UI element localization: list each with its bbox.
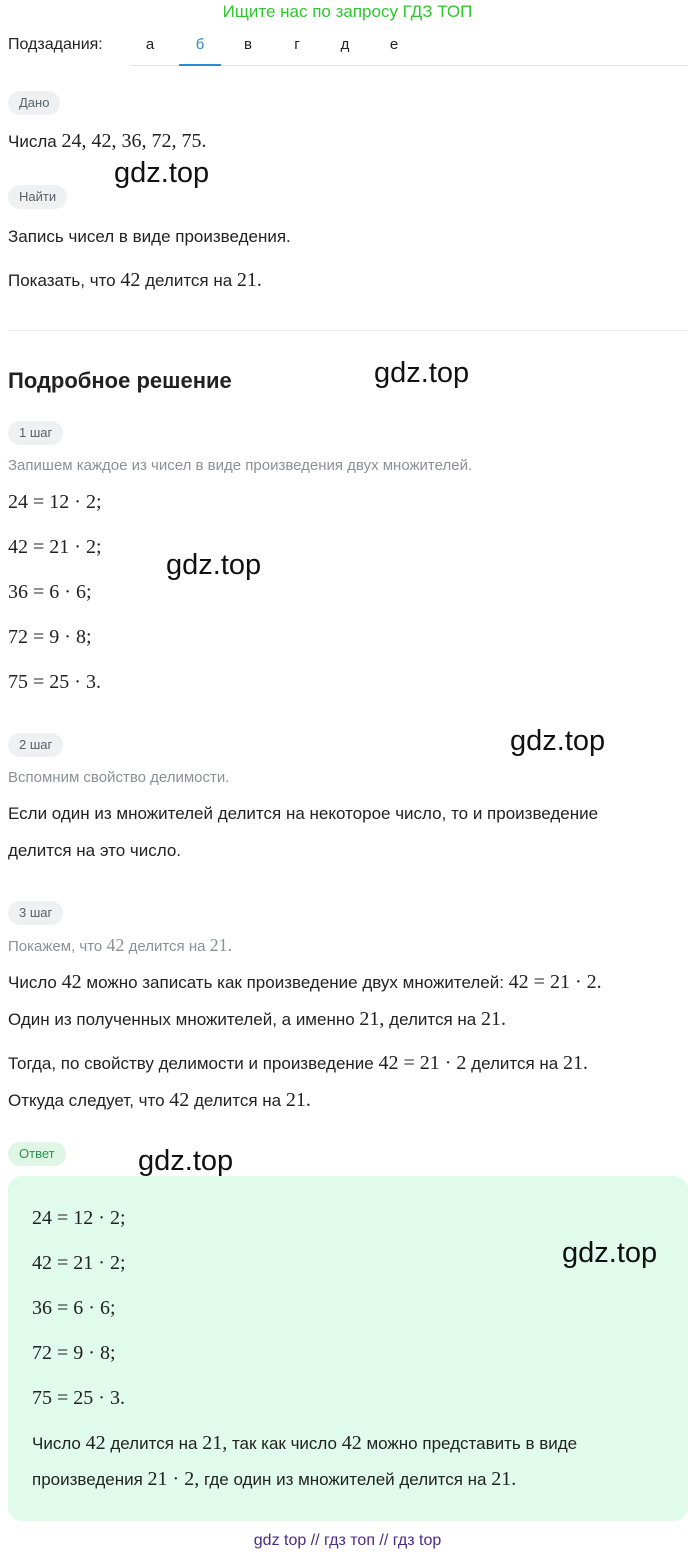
step2-pill: 2 шаг [8,733,63,757]
solution-title: Подробное решение [8,368,232,393]
answer-line-3: 36 = 6 · 6; [32,1297,116,1319]
step1-line-3: 36 = 6 · 6; [8,581,92,603]
watermark: gdz.top [166,549,262,581]
given-pill: Дано [8,91,60,115]
answer-c1-num-1: 42 [85,1432,106,1454]
step3-line-2-text-b: делится на [389,1010,477,1029]
step2-hint: Вспомним свойство делимости. [8,769,230,786]
subtasks-label: Подзадания: [8,36,103,53]
watermark: gdz.top [138,1145,234,1177]
step3-line-3-num: 21. [563,1052,588,1074]
find-line-2-num-1: 42 [120,269,141,291]
section-divider [8,330,688,331]
answer-c2-num: 21. [491,1468,517,1490]
step3-line-2-num-2: 21. [480,1008,506,1030]
step1-pill-wrap [8,421,63,445]
footer-links[interactable]: gdz top // гдз топ // гдз top [253,1532,442,1549]
find-line-2-text-a: Показать, что [8,271,116,290]
find-line-2 [8,268,262,293]
search-banner: Ищите нас по запросу ГДЗ ТОП [222,2,473,21]
answer-c1-num-3: 42 [341,1432,362,1454]
step3-line-3-text-b: делится на [471,1054,559,1073]
answer-pill: Ответ [8,1142,66,1166]
step3-hint-text-a: Покажем, что [8,938,103,955]
step2-line-1: Если один из множителей делится на некоторое число, то и произведение [8,804,599,823]
answer-line-5: 75 = 25 · 3. [32,1387,125,1409]
step3-line-2-text-a: Один из полученных множителей, а именно [8,1010,355,1029]
step3-pill-wrap [8,901,63,925]
step3-hint-text-b: делится на [128,938,206,955]
given-pill-wrap [8,91,60,115]
answer-line-4: 72 = 9 · 8; [32,1342,116,1364]
step3-line-2 [8,1007,506,1032]
step3-line-3-eq: 42 = 21 · 2 [378,1052,467,1074]
tab-g[interactable]: г [294,36,300,53]
find-line-1: Запись чисел в виде произведения. [8,227,291,246]
find-line-2-num-2: 21. [236,269,262,291]
find-pill: Найти [8,185,67,209]
answer-line-1: 24 = 12 · 2; [32,1207,126,1229]
tab-a[interactable]: а [145,36,155,53]
step1-pill: 1 шаг [8,421,63,445]
answer-pill-wrap [8,1142,66,1166]
given-numbers: 24, 42, 36, 72, 75. [61,130,207,152]
answer-c1-text-b: делится на [110,1434,198,1453]
step3-line-1-text-b: можно записать как произведение двух множителей: [86,973,504,992]
watermark: gdz.top [562,1237,658,1269]
step3-hint [8,934,232,958]
watermark: gdz.top [374,357,470,389]
step3-line-4-num-2: 21. [285,1089,311,1111]
find-line-2-text-b: делится на [145,271,233,290]
step3-line-1-eq: 42 = 21 · 2. [508,971,602,993]
step3-line-2-num-1: 21, [359,1008,385,1030]
find-pill-wrap [8,185,67,209]
watermark: gdz.top [510,725,606,757]
tab-d[interactable]: д [340,36,350,53]
step3-line-4 [8,1088,311,1113]
step1-line-1: 24 = 12 · 2; [8,491,102,513]
answer-line-2: 42 = 21 · 2; [32,1252,126,1274]
answer-c1-text-d: можно представить в виде [366,1434,578,1453]
step1-line-4: 72 = 9 · 8; [8,626,92,648]
step2-line-2: делится на это число. [8,841,182,860]
answer-c1-num-2: 21, [202,1432,228,1454]
tab-b[interactable]: б [179,36,221,66]
step3-line-4-text-a: Откуда следует, что [8,1091,165,1110]
answer-c2-eq: 21 · 2, [147,1468,200,1490]
answer-c2-text-a: произведения [32,1470,143,1489]
subtasks-nav [8,36,688,66]
step3-pill: 3 шаг [8,901,63,925]
step2-pill-wrap [8,733,63,757]
answer-c2-text-b: где один из множителей делится на [203,1470,487,1489]
answer-conclusion-2 [32,1467,516,1492]
step1-hint: Запишем каждое из чисел в виде произведения двух множителей. [8,457,473,474]
step3-line-3 [8,1051,588,1076]
step3-line-4-text-b: делится на [194,1091,282,1110]
given-prefix: Числа [8,132,57,151]
tab-v[interactable]: в [244,36,252,53]
step3-line-3-text-a: Тогда, по свойству делимости и произведение [8,1054,374,1073]
step3-line-1-num: 42 [61,971,82,993]
answer-c1-text-a: Число [32,1434,81,1453]
watermark: gdz.top [114,157,210,189]
tab-e[interactable]: е [389,36,399,53]
step3-hint-num-1: 42 [106,935,125,955]
answer-c1-text-c: так как число [231,1434,337,1453]
step3-hint-num-2: 21. [209,935,233,955]
step1-line-2: 42 = 21 · 2; [8,536,102,558]
answer-conclusion-1 [32,1431,577,1456]
step1-line-5: 75 = 25 · 3. [8,671,101,693]
step3-line-4-num-1: 42 [169,1089,190,1111]
step3-line-1-text-a: Число [8,973,57,992]
given-text [8,129,206,154]
answer-box [8,1176,688,1521]
step3-line-1 [8,970,602,995]
